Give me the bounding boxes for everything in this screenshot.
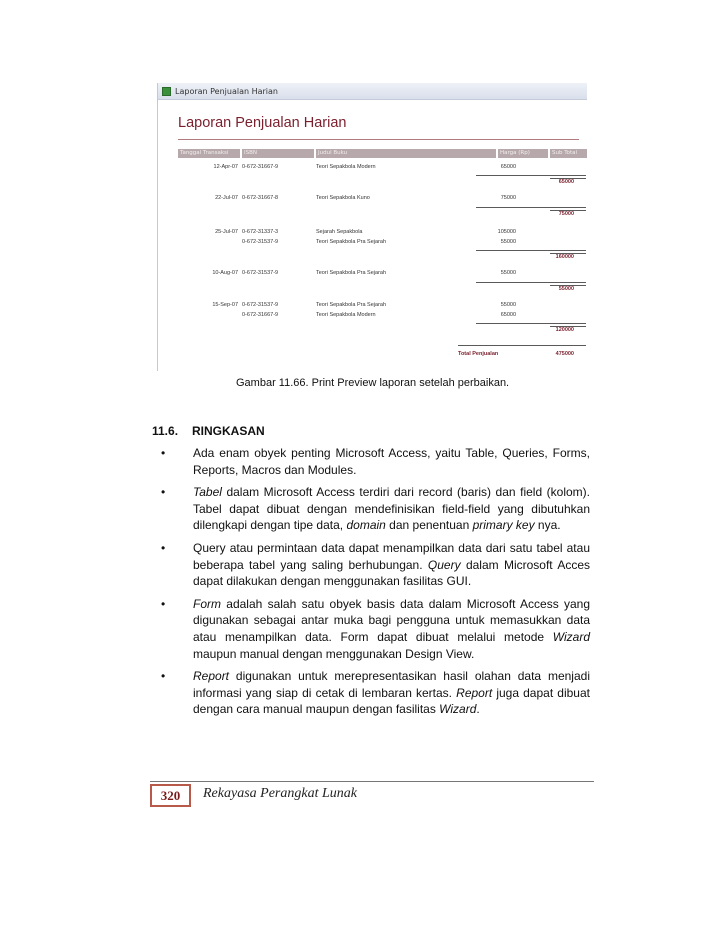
line: digunakan sebagai antar muka bagi pengguna untuk memasukkan data <box>193 613 590 628</box>
list-item <box>158 596 590 662</box>
col-tanggal: Tanggal Transaksi <box>178 149 240 158</box>
line: juga dapat dibuat <box>492 685 590 700</box>
report-harga: 65000 <box>500 164 516 170</box>
line: maupun manual dengan menggunakan Design View. <box>193 646 475 661</box>
page-number: 320 <box>150 784 191 807</box>
line: digunakan untuk merepresentasikan hasil olahan data menjadi <box>229 669 590 684</box>
line: atau menampilkan data. Form dapat dibuat melalui metode <box>193 629 553 644</box>
list-item <box>158 445 590 478</box>
footer-divider <box>150 781 594 782</box>
line: dilengkapi dengan tipe data, <box>193 518 347 533</box>
report-judul: Teori Sepakbola Modern <box>316 312 376 318</box>
report-harga: 65000 <box>500 312 516 318</box>
term-query: Query <box>427 557 461 572</box>
section-heading <box>152 424 265 438</box>
term-primary-key: primary key <box>472 518 535 533</box>
total-value: 475000 <box>555 351 574 357</box>
column-header-band <box>178 149 579 158</box>
line: . <box>476 702 480 717</box>
report-date: 25-Jul-07 <box>215 229 238 235</box>
line: Tabel dapat dibuat dengan mendefinisikan field-field yang dibutuhkan <box>193 501 590 516</box>
bullet-icon: • <box>161 485 166 500</box>
line: nya. <box>534 518 561 533</box>
report-judul: Teori Sepakbola Pra Sejarah <box>316 239 387 245</box>
report-isbn: 0-672-31537-9 <box>242 270 279 276</box>
title-divider <box>178 139 579 140</box>
report-date: 15-Sep-07 <box>212 302 238 308</box>
report-isbn: 0-672-31337-3 <box>242 229 279 235</box>
report-date: 12-Apr-07 <box>213 164 238 170</box>
group-divider <box>476 282 586 283</box>
list-item <box>158 668 590 718</box>
report-title: Laporan Penjualan Harian <box>178 115 347 131</box>
total-divider <box>458 345 586 346</box>
report-subtotal: 65000 <box>558 179 574 185</box>
report-icon <box>162 87 171 96</box>
col-subtotal: Sub Total <box>550 149 587 158</box>
col-isbn: ISBN <box>242 149 314 158</box>
list-item <box>158 540 590 590</box>
report-subtotal: 75000 <box>558 211 574 217</box>
report-isbn: 0-672-31667-9 <box>242 312 279 318</box>
line: dan penentuan <box>385 518 473 533</box>
col-judul: Judul Buku <box>316 149 496 158</box>
report-date: 10-Aug-07 <box>212 270 238 276</box>
line: beberapa tabel yang saling berhubungan. <box>193 557 428 572</box>
report-harga: 75000 <box>500 195 516 201</box>
term-report: Report <box>193 669 230 684</box>
term-domain: domain <box>346 518 386 533</box>
list-item <box>158 484 590 534</box>
window-title: Laporan Penjualan Harian <box>175 86 279 96</box>
report-harga: 55000 <box>500 302 516 308</box>
line: dengan cara manual maupun dengan fasilitas <box>193 702 440 717</box>
summary-list <box>158 445 590 724</box>
report-judul: Sejarah Sepakbola <box>316 229 363 235</box>
line: dalam Microsoft Acces <box>460 557 590 572</box>
term-report: Report <box>456 685 493 700</box>
bullet-icon: • <box>161 596 166 611</box>
group-divider <box>476 175 586 176</box>
section-title: RINGKASAN <box>192 424 265 438</box>
group-divider <box>476 323 586 324</box>
report-judul: Teori Sepakbola Pra Sejarah <box>316 270 387 276</box>
line: Ada enam obyek penting Microsoft Access, yaitu Table, Queries, Forms, <box>193 446 590 460</box>
line: Query atau permintaan data dapat menampilkan data dari satu tabel atau <box>193 540 590 555</box>
report-subtotal: 55000 <box>558 286 574 292</box>
report-screenshot <box>157 83 587 371</box>
bullet-icon: • <box>161 669 166 684</box>
report-judul: Teori Sepakbola Pra Sejarah <box>316 302 387 308</box>
figure-caption: Gambar 11.66. Print Preview laporan setelah perbaikan. <box>236 377 510 389</box>
line: adalah salah satu obyek basis data dalam Microsoft Access yang <box>221 596 590 611</box>
term-tabel: Tabel <box>193 485 222 500</box>
term-form: Form <box>193 596 221 611</box>
report-judul: Teori Sepakbola Modern <box>316 164 376 170</box>
total-label: Total Penjualan <box>458 351 499 357</box>
report-date: 22-Jul-07 <box>215 195 238 201</box>
line: Reports, Macros dan Modules. <box>193 462 357 477</box>
report-isbn: 0-672-31537-9 <box>242 302 279 308</box>
col-harga: Harga (Rp) <box>498 149 548 158</box>
section-number: 11.6. <box>152 424 179 438</box>
report-harga: 55000 <box>500 239 516 245</box>
report-isbn: 0-672-31667-8 <box>242 195 279 201</box>
group-divider <box>476 207 586 208</box>
line: dalam Microsoft Access terdiri dari record (baris) dan field (kolom). <box>221 485 590 500</box>
group-divider <box>476 250 586 251</box>
window-titlebar <box>158 83 587 100</box>
report-judul: Teori Sepakbola Kuno <box>316 195 370 201</box>
report-harga: 55000 <box>500 270 516 276</box>
report-isbn: 0-672-31667-9 <box>242 164 279 170</box>
line: informasi yang siap di cetak di lembaran kertas. <box>193 685 457 700</box>
bullet-icon: • <box>161 540 166 555</box>
term-wizard: Wizard <box>439 702 477 717</box>
running-footer-title: Rekayasa Perangkat Lunak <box>203 786 357 801</box>
term-wizard: Wizard <box>552 629 590 644</box>
report-harga: 105000 <box>497 229 516 235</box>
report-isbn: 0-672-31537-9 <box>242 239 279 245</box>
report-subtotal: 120000 <box>555 327 574 333</box>
line: dapat dilakukan dengan menggunakan fasilitas GUI. <box>193 574 472 589</box>
report-subtotal: 160000 <box>555 254 574 260</box>
bullet-icon: • <box>161 446 166 460</box>
